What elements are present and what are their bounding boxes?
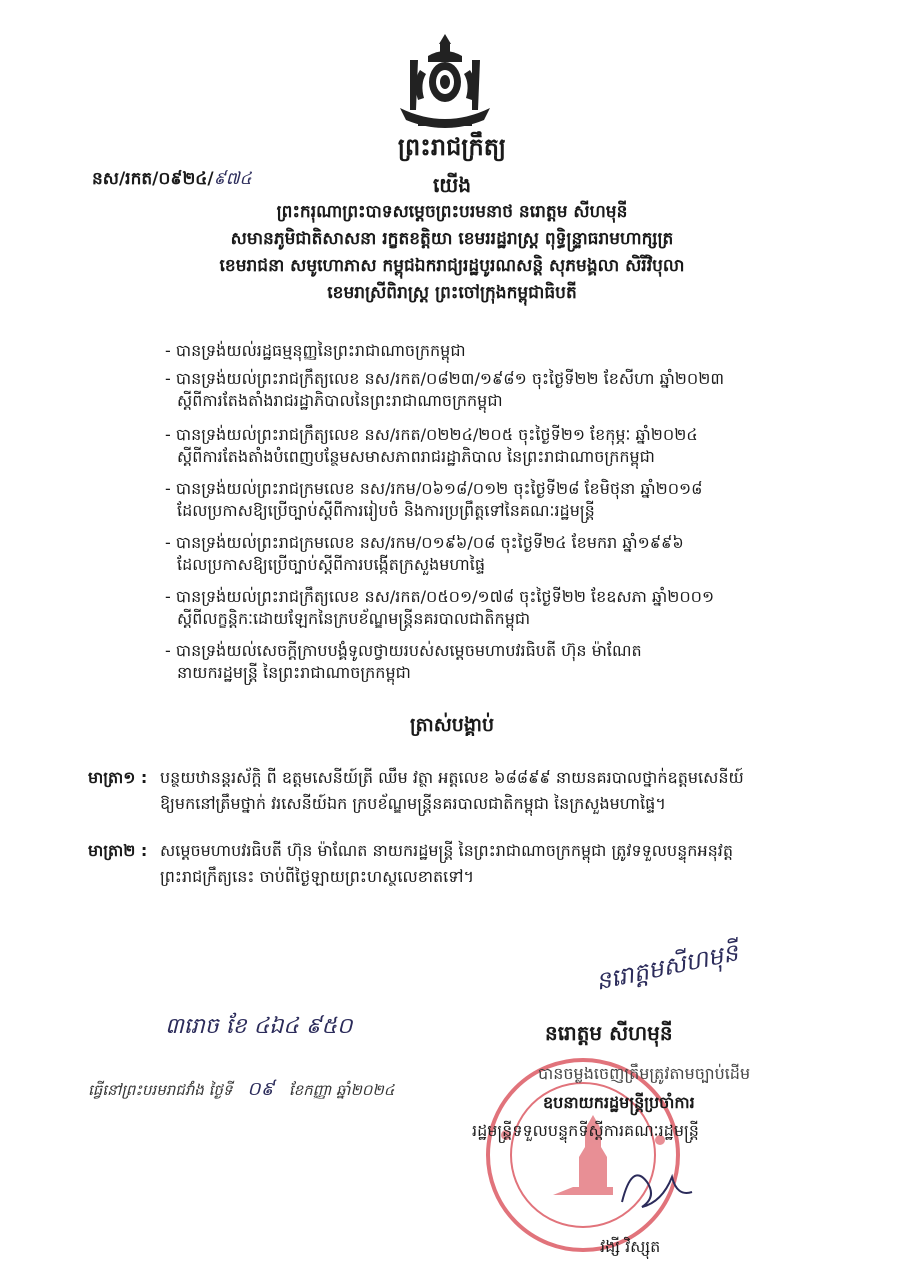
article-2 <box>88 838 828 894</box>
preamble-line: - បានទ្រង់យល់សេចក្តីក្រាបបង្គំទូលថ្វាយរបស់សម្តេចមហាបវរធិបតី ហ៊ុន ម៉ាណែត <box>165 641 642 660</box>
preamble-line: នាយករដ្ឋមន្ត្រី នៃព្រះរាជាណាចក្រកម្ពុជា <box>177 663 411 682</box>
king-title-line-1: ព្រះករុណាព្រះបាទសម្តេចព្រះបរមនាថ នរោត្តម សីហមុនី <box>276 202 628 222</box>
preamble-item <box>165 478 702 522</box>
preamble-line: ដែលប្រកាសឱ្យប្រើច្បាប់ស្តីពីការបង្កើតក្រសួងមហាផ្ទៃ <box>177 555 485 574</box>
minister-title: រដ្ឋមន្ត្រីទទួលបន្ទុកទីស្តីការគណៈរដ្ឋមន្ត្រី <box>472 1121 699 1140</box>
preamble-item <box>165 424 698 468</box>
king-title-line-2: សមានភូមិជាតិសាសនា រក្ខតខត្តិយា ខេមររដ្ឋរាស្ត្រ ពុទ្ធិន្ទ្រាធរាមហាក្សត្រ <box>230 229 674 249</box>
deputy-pm-title: ឧបនាយករដ្ឋមន្ត្រីប្រចាំការ <box>543 1093 695 1112</box>
official-name: វង្សី វិស្សុត <box>600 1237 661 1256</box>
preamble-item <box>165 340 466 362</box>
certified-copy-line: បានចម្លងចេញត្រឹមត្រូវតាមច្បាប់ដើម <box>538 1064 751 1083</box>
registration-handwritten: ៩៧៤ <box>213 169 252 189</box>
preamble-line: ស្តីពីលក្ខន្តិកៈដោយឡែកនៃក្របខ័ណ្ឌមន្ត្រីនគរបាលជាតិកម្ពុជា <box>177 609 531 628</box>
date-month-year: ខែកញ្ញា ឆ្នាំ២០២៤ <box>288 1081 395 1099</box>
article-line: សម្តេចមហាបវរធិបតី ហ៊ុន ម៉ាណែត នាយករដ្ឋមន្ត្រី នៃព្រះរាជាណាចក្រកម្ពុជា ត្រូវទទួលបន្ទុកអនុវត្ត <box>160 841 734 860</box>
royal-signature: នរោត្តមសីហមុនី <box>593 938 741 996</box>
preamble-line: - បានទ្រង់យល់រដ្ឋធម្មនុញ្ញនៃព្រះរាជាណាចក្រកម្ពុជា <box>165 341 466 360</box>
preamble-line: ស្តីពីការតែងតាំងបំពេញបន្ថែមសមាសភាពរាជរដ្ឋាភិបាល នៃព្រះរាជាណាចក្រកម្ពុជា <box>177 447 655 466</box>
official-signature-icon <box>612 1152 702 1222</box>
preamble-item <box>165 640 642 684</box>
date-day: ០៩ <box>247 1078 275 1100</box>
date-line <box>88 1077 394 1105</box>
preamble-line: ដែលប្រកាសឱ្យប្រើច្បាប់ស្តីពីការរៀបចំ និងការប្រព្រឹត្តទៅនៃគណៈរដ្ឋមន្ត្រី <box>177 501 595 520</box>
article-line: ឱ្យមកនៅត្រឹមថ្នាក់ វរសេនីយ៍ឯក ក្របខ័ណ្ឌមន្ត្រីនគរបាលជាតិកម្ពុជា នៃក្រសួងមហាផ្ទៃ។ <box>160 794 666 813</box>
preamble-item <box>165 586 714 630</box>
preamble-line: - បានទ្រង់យល់ព្រះរាជក្រមលេខ នស/រកម/០១៩៦/០៨ ចុះថ្ងៃទី២៤ ខែមករា ឆ្នាំ១៩៩៦ <box>165 533 684 552</box>
preamble-line: - បានទ្រង់យល់ព្រះរាជក្រឹត្យលេខ នស/រកត/០៥០១/១៧៨ ចុះថ្ងៃទី២២ ខែឧសភា ឆ្នាំ២០០១ <box>165 587 715 606</box>
article-label: មាត្រា២ : <box>88 841 148 860</box>
signatory-name: នរោត្តម សីហមុនី <box>545 1021 673 1045</box>
lunar-date: ៣រោច ខែ ៤ឯ៤ ៩៥០ <box>165 1014 353 1039</box>
article-line: បន្ថយឋានន្តរស័ក្តិ ពី ឧត្តមសេនីយ៍ត្រី ឈឹម វត្ថា អត្តលេខ ៦៨៨៩៩ នាយនគរបាលថ្នាក់ឧត្តមសេនីយ៍ <box>160 768 744 787</box>
preamble-item <box>165 368 724 412</box>
decree-heading: ត្រាស់បង្គាប់ <box>409 714 495 736</box>
preamble-line: - បានទ្រង់យល់ព្រះរាជក្រឹត្យលេខ នស/រកត/០២២៤/២០៥ ចុះថ្ងៃទី២១ ខែកុម្ភៈ ឆ្នាំ២០២៤ <box>165 425 698 444</box>
article-line: ព្រះរាជក្រឹត្យនេះ ចាប់ពីថ្ងៃឡាយព្រះហស្ថលេខាតទៅ។ <box>160 867 474 886</box>
king-title-line-4: ខេមរាស្រីពិរាស្ត្រ ព្រះចៅក្រុងកម្ពុជាធិបតី <box>327 283 577 303</box>
registration-printed: នស/រកត/០៩២៤/ <box>92 169 214 189</box>
article-1 <box>88 765 828 821</box>
preamble-line: - បានទ្រង់យល់ព្រះរាជក្រមលេខ នស/រកម/០៦១៨/០១២ ចុះថ្ងៃទី២៨ ខែមិថុនា ឆ្នាំ២០១៨ <box>165 479 703 498</box>
date-prefix: ធ្វើនៅព្រះបរមរាជវាំង ថ្ងៃទី <box>88 1081 233 1099</box>
royal-emblem-icon <box>390 30 500 140</box>
article-label: មាត្រា១ : <box>88 768 148 787</box>
document-title: ព្រះរាជក្រឹត្យ <box>397 133 507 161</box>
preamble-line: - បានទ្រង់យល់ព្រះរាជក្រឹត្យលេខ នស/រកត/០៨២៣/១៩៨១ ចុះថ្ងៃទី២២ ខែសីហា ឆ្នាំ២០២៣ <box>165 369 725 388</box>
preamble-item <box>165 532 684 576</box>
preamble-line: ស្តីពីការតែងតាំងរាជរដ្ឋាភិបាលនៃព្រះរាជាណាចក្រកម្ពុជា <box>177 391 503 410</box>
king-title-line-3: ខេមរាជនា សមូហោភាស កម្ពុជឯករាជ្យរដ្ឋបូរណសន្តិ សុភមង្គលា សិរីវិបុលា <box>219 256 685 276</box>
we-heading: យើង <box>432 173 472 197</box>
